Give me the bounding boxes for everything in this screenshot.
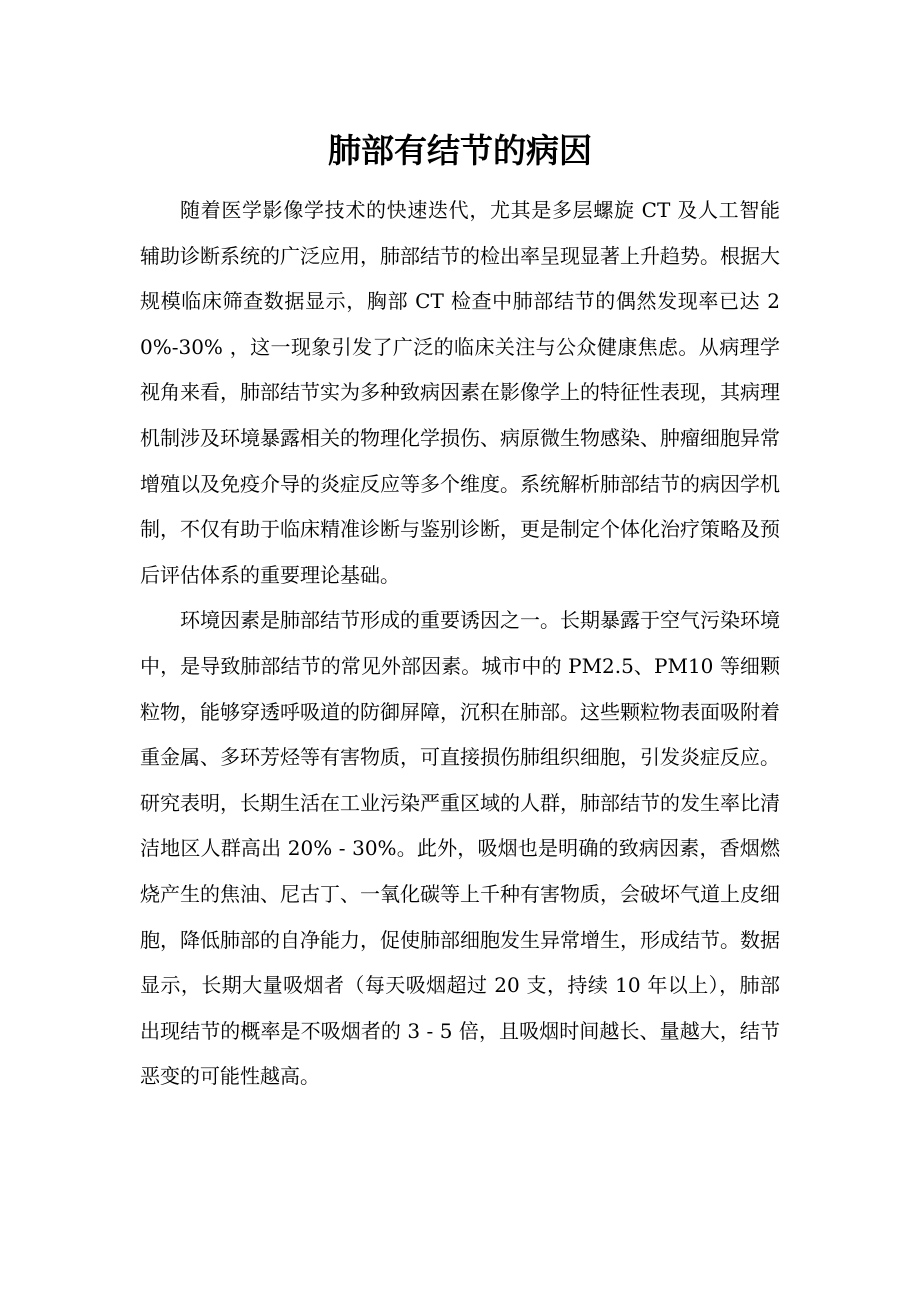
document-title: 肺部有结节的病因 (328, 131, 592, 170)
paragraph-intro: 随着医学影像学技术的快速迭代，尤其是多层螺旋 CT 及人工智能辅助诊断系统的广泛应用，肺部结节的检出率呈现显著上升趋势。根据大规模临床筛查数据显示，胸部 CT 检查中肺部结节的偶然发现率已达 20%-30% ，这一现象引发了广泛的临床关注与公众健康焦虑。从病理学视角来看，肺部结节实为多种致病因素在影像学上的特征性表现，其病理机制涉及环境暴露相关的物理化学损伤、病原微生物感染、肿瘤细胞异常增殖以及免疫介导的炎症反应等多个维度。系统解析肺部结节的病因学机制，不仅有助于临床精准诊断与鉴别诊断，更是制定个体化治疗策略及预后评估体系的重要理论基础。 (140, 198, 780, 587)
paragraph-environmental-factors: 环境因素是肺部结节形成的重要诱因之一。长期暴露于空气污染环境中，是导致肺部结节的常见外部因素。城市中的 PM2.5、PM10 等细颗粒物，能够穿透呼吸道的防御屏障，沉积在肺部。这些颗粒物表面吸附着重金属、多环芳烃等有害物质，可直接损伤肺组织细胞，引发炎症反应。研究表明，长期生活在工业污染严重区域的人群，肺部结节的发生率比清洁地区人群高出 20% - 30%。此外，吸烟也是明确的致病因素，香烟燃烧产生的焦油、尼古丁、一氧化碳等上千种有害物质，会破坏气道上皮细胞，降低肺部的自净能力，促使肺部细胞发生异常增生，形成结节。数据显示，长期大量吸烟者（每天吸烟超过 20 支，持续 10 年以上），肺部出现结节的概率是不吸烟者的 3 - 5 倍，且吸烟时间越长、量越大，结节恶变的可能性越高。 (140, 608, 780, 1089)
document-body (140, 188, 780, 1100)
